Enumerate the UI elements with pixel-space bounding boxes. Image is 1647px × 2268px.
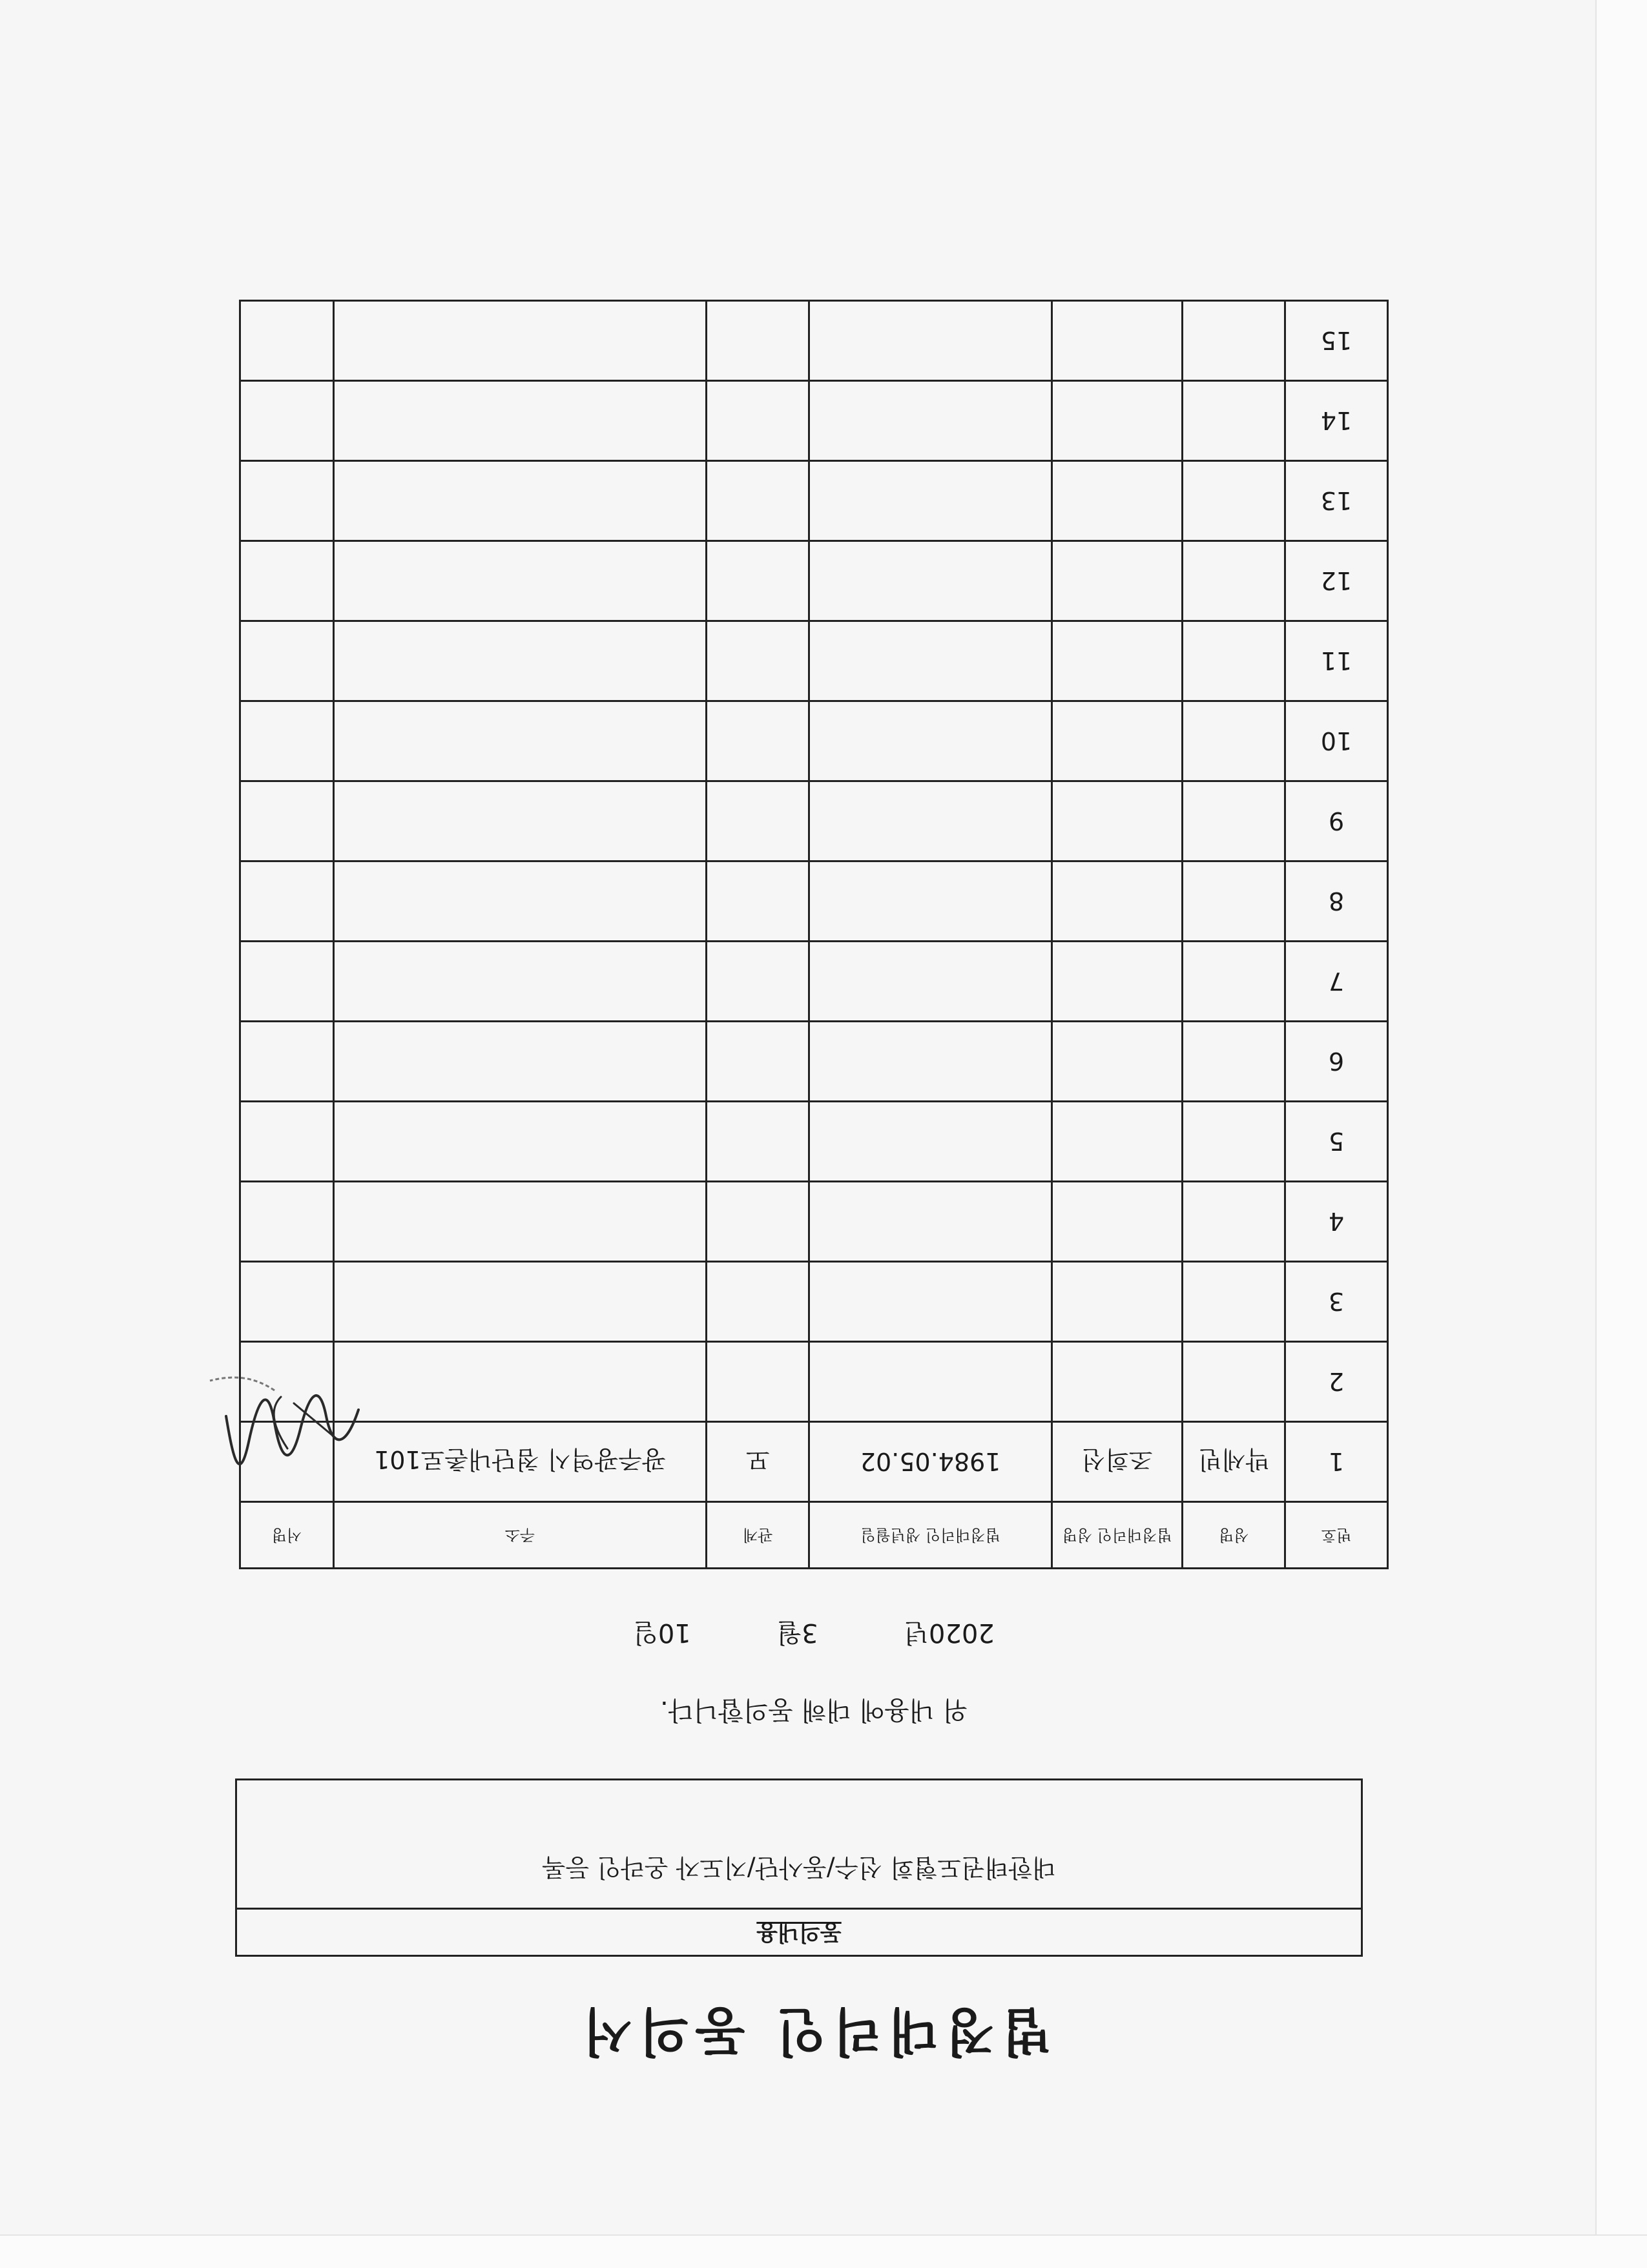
table-row (240, 861, 1388, 942)
cell-guardian-name (1051, 381, 1182, 461)
cell-address (333, 301, 707, 381)
cell-signature (240, 461, 334, 541)
cell-guardian-birth (809, 1182, 1052, 1262)
date-day: 10일 (633, 1618, 691, 1647)
cell-guardian-birth (809, 942, 1052, 1022)
cell-relation (707, 861, 809, 942)
cell-guardian-name (1051, 942, 1182, 1022)
cell-guardian-birth (809, 781, 1052, 861)
cell-guardian-name (1051, 1102, 1182, 1182)
cell-signature (240, 1182, 334, 1262)
page-right-margin (1595, 0, 1647, 2267)
cell-name (1183, 1262, 1285, 1342)
header-address: 주소 (333, 1502, 707, 1569)
cell-relation (707, 1022, 809, 1102)
table-row (240, 1342, 1388, 1422)
cell-relation (707, 541, 809, 621)
cell-guardian-name (1051, 301, 1182, 381)
cell-relation (707, 1102, 809, 1182)
cell-name (1183, 1022, 1285, 1102)
cell-guardian-birth (809, 621, 1052, 701)
cell-relation (707, 381, 809, 461)
cell-signature (240, 701, 334, 781)
cell-address (333, 381, 707, 461)
table-row (240, 1422, 1388, 1502)
cell-guardian-name (1051, 461, 1182, 541)
cell-signature (240, 861, 334, 942)
cell-number: 15 (1285, 301, 1388, 381)
cell-guardian-name: 조희선 (1051, 1422, 1182, 1502)
cell-name (1183, 541, 1285, 621)
cell-guardian-name (1051, 1182, 1182, 1262)
header-relation: 관계 (707, 1502, 809, 1569)
cell-number: 8 (1285, 861, 1388, 942)
cell-guardian-name (1051, 781, 1182, 861)
cell-guardian-name (1051, 861, 1182, 942)
cell-guardian-name (1051, 1262, 1182, 1342)
cell-address (333, 1262, 707, 1342)
cell-name (1183, 1342, 1285, 1422)
table-row (240, 1262, 1388, 1342)
table-header-row (240, 1502, 1388, 1569)
table-row (240, 942, 1388, 1022)
cell-address (333, 1342, 707, 1422)
cell-address (333, 942, 707, 1022)
cell-signature (240, 1262, 334, 1342)
cell-number: 11 (1285, 621, 1388, 701)
cell-name (1183, 701, 1285, 781)
cell-address: 광주광역시 첨단내촌로101 (333, 1422, 707, 1502)
header-number: 번호 (1285, 1502, 1388, 1569)
date-line (239, 1616, 1389, 1653)
table-row (240, 1102, 1388, 1182)
cell-name (1183, 381, 1285, 461)
cell-guardian-birth (809, 301, 1052, 381)
cell-guardian-birth (809, 701, 1052, 781)
cell-relation (707, 1342, 809, 1422)
cell-address (333, 701, 707, 781)
cell-address (333, 621, 707, 701)
table-row (240, 461, 1388, 541)
cell-guardian-birth: 1984.05.02 (809, 1422, 1052, 1502)
consent-box (235, 1778, 1363, 1957)
cell-name (1183, 781, 1285, 861)
table-row (240, 1182, 1388, 1262)
cell-guardian-birth (809, 1102, 1052, 1182)
cell-signature (240, 381, 334, 461)
date-month: 3월 (776, 1618, 818, 1647)
cell-address (333, 541, 707, 621)
cell-address (333, 1102, 707, 1182)
cell-address (333, 1182, 707, 1262)
cell-signature (240, 942, 334, 1022)
cell-guardian-name (1051, 541, 1182, 621)
cell-guardian-birth (809, 541, 1052, 621)
table-body (240, 301, 1388, 1502)
cell-relation: 모 (707, 1422, 809, 1502)
cell-signature (240, 1022, 334, 1102)
cell-signature (240, 781, 334, 861)
cell-number: 5 (1285, 1102, 1388, 1182)
cell-relation (707, 461, 809, 541)
cell-address (333, 461, 707, 541)
cell-relation (707, 942, 809, 1022)
cell-relation (707, 1262, 809, 1342)
cell-name (1183, 461, 1285, 541)
cell-relation (707, 781, 809, 861)
cell-number: 1 (1285, 1422, 1388, 1502)
cell-signature (240, 541, 334, 621)
table-row (240, 301, 1388, 381)
cell-address (333, 861, 707, 942)
consent-header: 동의내용 (237, 1908, 1361, 1955)
cell-address (333, 1022, 707, 1102)
cell-address (333, 781, 707, 861)
cell-relation (707, 1182, 809, 1262)
cell-relation (707, 701, 809, 781)
cell-guardian-name (1051, 1342, 1182, 1422)
cell-guardian-name (1051, 621, 1182, 701)
cell-name (1183, 1102, 1285, 1182)
table-row (240, 381, 1388, 461)
cell-number: 6 (1285, 1022, 1388, 1102)
cell-guardian-birth (809, 861, 1052, 942)
cell-number: 4 (1285, 1182, 1388, 1262)
table-row (240, 781, 1388, 861)
date-year: 2020년 (904, 1618, 995, 1647)
cell-number: 2 (1285, 1342, 1388, 1422)
cell-guardian-name (1051, 1022, 1182, 1102)
header-guardian-name: 법정대리인 성명 (1051, 1502, 1182, 1569)
table-row (240, 541, 1388, 621)
cell-guardian-birth (809, 1342, 1052, 1422)
cell-guardian-birth (809, 461, 1052, 541)
cell-guardian-birth (809, 1022, 1052, 1102)
cell-name (1183, 621, 1285, 701)
cell-number: 7 (1285, 942, 1388, 1022)
table-row (240, 701, 1388, 781)
agreement-text: 위 내용에 대해 동의합니다. (660, 1695, 968, 1725)
cell-number: 14 (1285, 381, 1388, 461)
table-row (240, 1022, 1388, 1102)
document-title: 법정대리인 동의서 (575, 2001, 1052, 2061)
cell-number: 3 (1285, 1262, 1388, 1342)
table-row (240, 621, 1388, 701)
cell-number: 9 (1285, 781, 1388, 861)
cell-signature (240, 1102, 334, 1182)
cell-number: 13 (1285, 461, 1388, 541)
header-name: 성명 (1183, 1502, 1285, 1569)
header-signature: 서명 (240, 1502, 334, 1569)
guardian-table (239, 300, 1389, 1569)
consent-body: 대한태권도협회 선수/동사단/지도자 온라인 등록 (542, 1853, 1057, 1882)
cell-name (1183, 1182, 1285, 1262)
cell-relation (707, 301, 809, 381)
cell-name (1183, 301, 1285, 381)
page-bottom-margin (0, 2234, 1647, 2268)
consent-document (239, 239, 1389, 2079)
cell-signature (240, 301, 334, 381)
cell-name (1183, 861, 1285, 942)
header-guardian-birth: 법정대리인 생년월일 (809, 1502, 1052, 1569)
cell-guardian-name (1051, 701, 1182, 781)
cell-number: 10 (1285, 701, 1388, 781)
cell-relation (707, 621, 809, 701)
cell-signature (240, 621, 334, 701)
cell-guardian-birth (809, 1262, 1052, 1342)
cell-name (1183, 942, 1285, 1022)
cell-signature (240, 1422, 334, 1502)
cell-number: 12 (1285, 541, 1388, 621)
cell-name: 박세빈 (1183, 1422, 1285, 1502)
cell-guardian-birth (809, 381, 1052, 461)
signature-scribble-icon (203, 1365, 371, 1488)
